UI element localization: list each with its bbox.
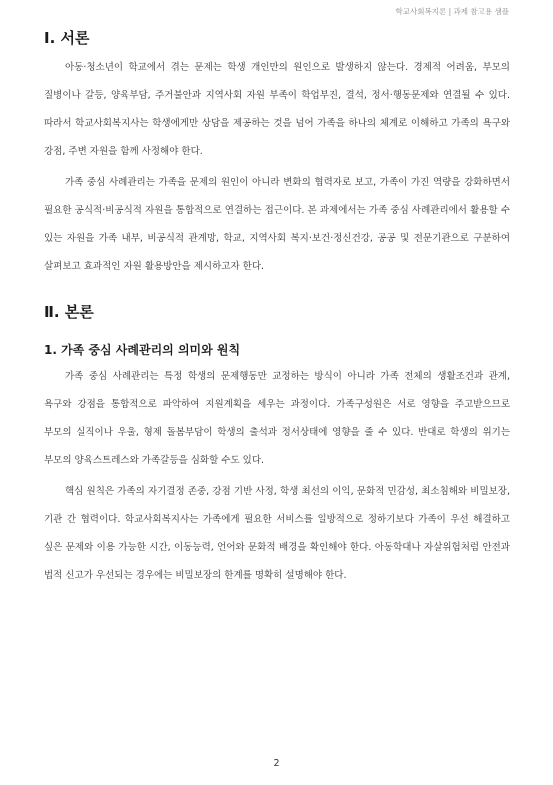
section-1-paragraph-2: 핵심 원칙은 가족의 자기결정 존중, 강점 기반 사정, 학생 최선의 이익, 문화적 민감성, 최소침해와 비밀보장, 기관 간 협력이다. 학교사회복지사는 가족에게 필요한 서비스를 일방적으로 정하기보다 가족이 우선 해결하고 싶은 문제와 이용 가능한 시간, 이동능력, 언어와 문화적 배경을 확인해야 한다. 아동학대나 자살위험처럼 안전과 법적 신고가 우선되는 경우에는 비밀보장의 한계를 명확히 설명해야 한다. bbox=[44, 486, 510, 581]
running-header: 학교사회복지론 | 과제 참고용 샘플 bbox=[395, 7, 509, 16]
heading-section-1: 1. 가족 중심 사례관리의 의미와 원칙 bbox=[44, 343, 241, 357]
intro-paragraph-2: 가족 중심 사례관리는 가족을 문제의 원인이 아니라 변화의 협력자로 보고, 가족이 가진 역량을 강화하면서 필요한 공식적·비공식적 자원을 통합적으로 연결하는 접근이다. 본 과제에서는 가족 중심 사례관리에서 활용할 수 있는 자원을 가족 내부, 비공식적 관계망, 학교, 지역사회 복지·보건·정신건강, 공공 및 전문기관으로 구분하여 살펴보고 효과적인 자원 활용방안을 제시하고자 한다. bbox=[44, 177, 510, 272]
heading-body: Ⅱ. 본론 bbox=[44, 303, 94, 321]
page-content bbox=[44, 27, 510, 590]
intro-paragraph-1: 아동·청소년이 학교에서 겪는 문제는 학생 개인만의 원인으로 발생하지 않는다. 경제적 어려움, 부모의 질병이나 갈등, 양육부담, 주거불안과 지역사회 자원 부족이 학업부진, 결석, 정서·행동문제와 연결될 수 있다. 따라서 학교사회복지사는 학생에게만 상담을 제공하는 것을 넘어 가족을 하나의 체계로 이해하고 가족의 욕구와 강점, 주변 자원을 함께 사정해야 한다. bbox=[44, 62, 510, 157]
page-number: 2 bbox=[273, 758, 280, 769]
heading-introduction: Ⅰ. 서론 bbox=[44, 29, 90, 47]
section-1-paragraph-1: 가족 중심 사례관리는 특정 학생의 문제행동만 교정하는 방식이 아니라 가족 전체의 생활조건과 관계, 욕구와 강점을 통합적으로 파악하여 지원계획을 세우는 과정이다. 가족구성원은 서로 영향을 주고받으므로 부모의 실직이나 우울, 형제 돌봄부담이 학생의 출석과 정서상태에 영향을 줄 수 있다. 반대로 학생의 위기는 부모의 양육스트레스와 가족갈등을 심화할 수도 있다. bbox=[44, 371, 510, 466]
